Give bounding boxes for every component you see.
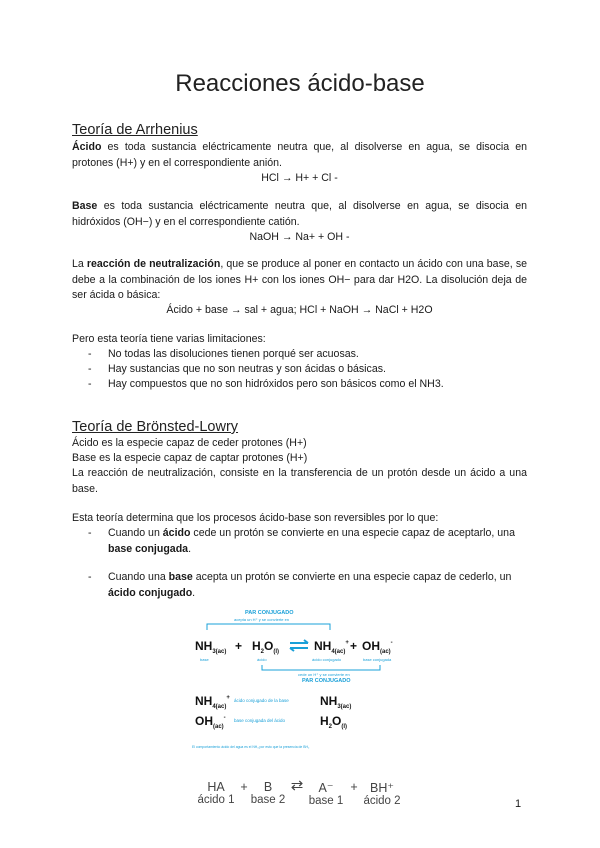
text-run: Cuando una	[108, 571, 169, 583]
text-run: acepta un protón se convierte en una especie capaz de cederlo, un	[192, 571, 512, 583]
forward-arrow-icon	[290, 640, 308, 643]
term-base-bold: base	[168, 571, 193, 583]
acid-definition-text: es toda sustancia eléctricamente neutra que, al disolverse en agua, se disocia en protones (H+) y en el correspondiente anión.	[72, 141, 527, 169]
equation-neutralization: Ácido + base → sal + agua; HCl + NaOH → NaCl + H2O	[166, 304, 433, 316]
row2-species-oh: $OH_{(ac)}^-$	[195, 714, 226, 730]
species-oh: $OH_{(ac)}^-$	[362, 639, 393, 655]
row2-description: base conjugada del ácido	[234, 718, 286, 723]
eq-symbol: B	[263, 780, 273, 794]
list-item-text: Hay compuestos que no son hidróxidos pero son básicos como el NH3.	[108, 378, 444, 390]
bronsted-intro: Esta teoría determina que los procesos ácido-base son reversibles por lo que:	[72, 512, 439, 524]
list-dash: -	[88, 363, 92, 375]
text-run: cede un protón se convierte en una especie capaz de aceptarlo, una	[190, 527, 515, 539]
text-run: .	[188, 542, 192, 555]
eq-term-bh	[360, 780, 404, 808]
pair-top-note: acepta un H⁺ y se convierte en	[234, 617, 290, 622]
term-neutralization: reacción de neutralización	[86, 258, 221, 270]
term-conjugate-acid: ácido conjugado	[108, 586, 193, 599]
list-dash: -	[88, 527, 92, 539]
term-base: Base	[72, 200, 98, 212]
label-base: base	[200, 657, 209, 662]
eq-symbol: A⁻	[318, 781, 334, 795]
eq-term-ha	[196, 780, 236, 807]
pair-top-bracket	[207, 624, 330, 630]
text-run: .	[192, 586, 196, 599]
row1-description: ácido conjugado de la base	[234, 698, 289, 703]
eq-plus: +	[350, 780, 358, 794]
label-conjugate-base: base conjugada	[363, 657, 392, 662]
limitations-intro: Pero esta teoría tiene varias limitaciones:	[72, 333, 266, 345]
species-h2o: $H_2O_{(l)}$	[252, 639, 280, 655]
eq-label: ácido 2	[363, 795, 401, 807]
list-item	[88, 377, 528, 393]
list-dash: -	[88, 378, 92, 390]
eq-plus: +	[240, 780, 248, 794]
list-item	[88, 526, 528, 557]
paragraph-base-definition	[72, 199, 527, 230]
page-number: 1	[515, 798, 522, 810]
section-heading-bronsted: Teoría de Brönsted-Lowry	[72, 419, 239, 435]
row1-species-nh3: $NH_{3(ac)}$	[320, 694, 352, 710]
pair-bottom-note: cede un H⁺ y se convierte en	[298, 672, 350, 677]
species-nh4: $NH_{4(ac)}^+$	[314, 639, 349, 655]
list-dash: -	[88, 348, 92, 360]
list-item-text	[108, 570, 528, 601]
eq-label: ácido 1	[197, 794, 235, 806]
section-heading-arrhenius: Teoría de Arrhenius	[72, 122, 198, 138]
paragraph-acid-definition	[72, 140, 527, 171]
figure-footnote: El comportamiento ácido del agua es el NH₃ por esto que la presencia de BH₂	[192, 745, 310, 749]
term-conjugate-base: base conjugada	[108, 542, 189, 555]
eq-term-a	[306, 780, 346, 808]
term-acid: Ácido	[72, 141, 102, 153]
page-title: Reacciones ácido-base	[175, 70, 425, 97]
reverse-arrow-icon	[290, 648, 308, 651]
eq-label: base 1	[308, 795, 344, 807]
eq-equilibrium-arrow-icon: ⇄	[290, 777, 304, 794]
text-run: Cuando un	[108, 527, 163, 539]
equation-naoh: NaOH → Na+ + OH -	[249, 231, 350, 243]
label-acid: ácido	[257, 657, 267, 662]
species-nh3: $NH_{3(ac)}$	[195, 639, 227, 655]
eq-term-b	[250, 780, 286, 807]
pair-top-label: PAR CONJUGADO	[245, 610, 294, 616]
list-item-text	[108, 526, 528, 557]
base-definition-text: es toda sustancia eléctricamente neutra que, al disolverse en agua, se disocia en hidróxidos (OH−) y en el correspondiente catión.	[72, 200, 527, 228]
plus-sign: +	[350, 639, 358, 653]
term-acid-bold: ácido	[162, 527, 191, 539]
eq-symbol: HA	[207, 780, 225, 794]
row1-species-nh4: $NH_{4(ac)}^+$	[195, 694, 230, 710]
list-item	[88, 570, 528, 601]
pair-bottom-bracket	[262, 665, 380, 670]
list-item-text: Hay sustancias que no son neutras y son ácidas o básicas.	[108, 363, 386, 375]
bronsted-base-line: Base es la especie capaz de captar protones (H+)	[72, 452, 308, 464]
equation-hcl: HCl → H+ + Cl -	[261, 172, 338, 184]
list-item-text: No todas las disoluciones tienen porqué ser acuosas.	[108, 348, 359, 360]
pair-bottom-label: PAR CONJUGADO	[302, 678, 351, 684]
bronsted-acid-line: Ácido es la especie capaz de ceder protones (H+)	[72, 437, 307, 449]
neutralization-pre: La	[72, 258, 87, 270]
eq-label: base 2	[250, 794, 286, 806]
list-dash: -	[88, 571, 92, 583]
eq-symbol: BH⁺	[370, 781, 394, 795]
row2-species-h2o: $H_2O_{(l)}$	[320, 714, 348, 730]
paragraph-neutralization	[72, 257, 527, 304]
neutralization-text: , que se produce al poner en contacto un ácido con una base, se debe a la combinación de los iones H+ con los iones OH− para dar H2O. La disolución deja de ser ácida o básica:	[72, 258, 528, 301]
list-item	[88, 347, 528, 363]
conjugate-pair-figure	[190, 608, 420, 756]
label-conjugate-acid: ácido conjugado	[312, 657, 342, 662]
bronsted-neutralization: La reacción de neutralización, consiste en la transferencia de un protón desde un ácido a una base.	[72, 467, 527, 495]
plus-sign: +	[235, 639, 243, 653]
list-item	[88, 362, 528, 378]
